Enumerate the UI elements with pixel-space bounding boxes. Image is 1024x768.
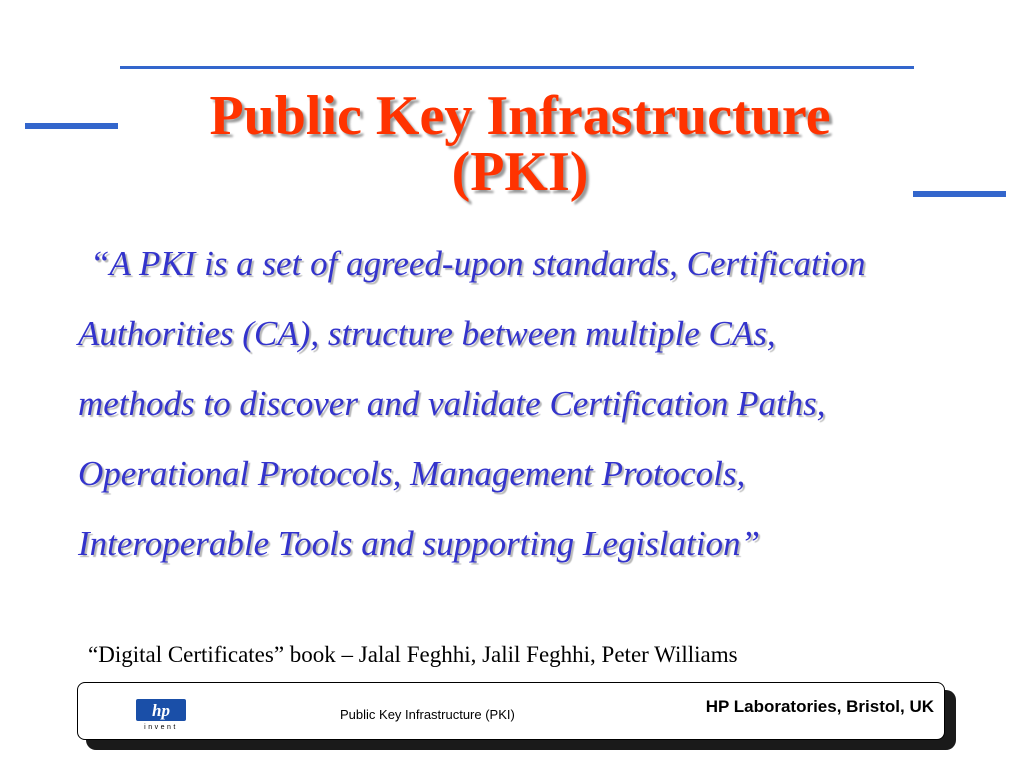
quote-line: Interoperable Tools and supporting Legislation” — [78, 524, 760, 563]
footer-organization: HP Laboratories, Bristol, UK — [705, 697, 934, 716]
title-line-1: Public Key Infrastructure — [209, 85, 831, 147]
definition-quote — [78, 236, 978, 586]
quote-source: “Digital Certificates” book – Jalal Feghhi, Jalil Feghhi, Peter Williams — [88, 642, 738, 667]
quote-line: Operational Protocols, Management Protocols, — [78, 454, 746, 493]
footer-bar — [77, 682, 945, 740]
hp-logo-badge — [136, 699, 186, 721]
quote-line: Authorities (CA), structure between multiple CAs, — [78, 314, 776, 353]
top-rule — [120, 66, 914, 69]
hp-logo-text: hp — [152, 700, 170, 720]
slide-title — [0, 85, 1024, 203]
quote-line: “A PKI is a set of agreed-upon standards, Certification — [90, 244, 866, 283]
title-line-2: (PKI) — [451, 141, 589, 203]
quote-line: methods to discover and validate Certification Paths, — [78, 384, 826, 423]
footer-presentation-title: Public Key Infrastructure (PKI) — [340, 707, 515, 722]
hp-logo-tagline: invent — [144, 724, 178, 731]
hp-logo-icon — [136, 699, 186, 735]
